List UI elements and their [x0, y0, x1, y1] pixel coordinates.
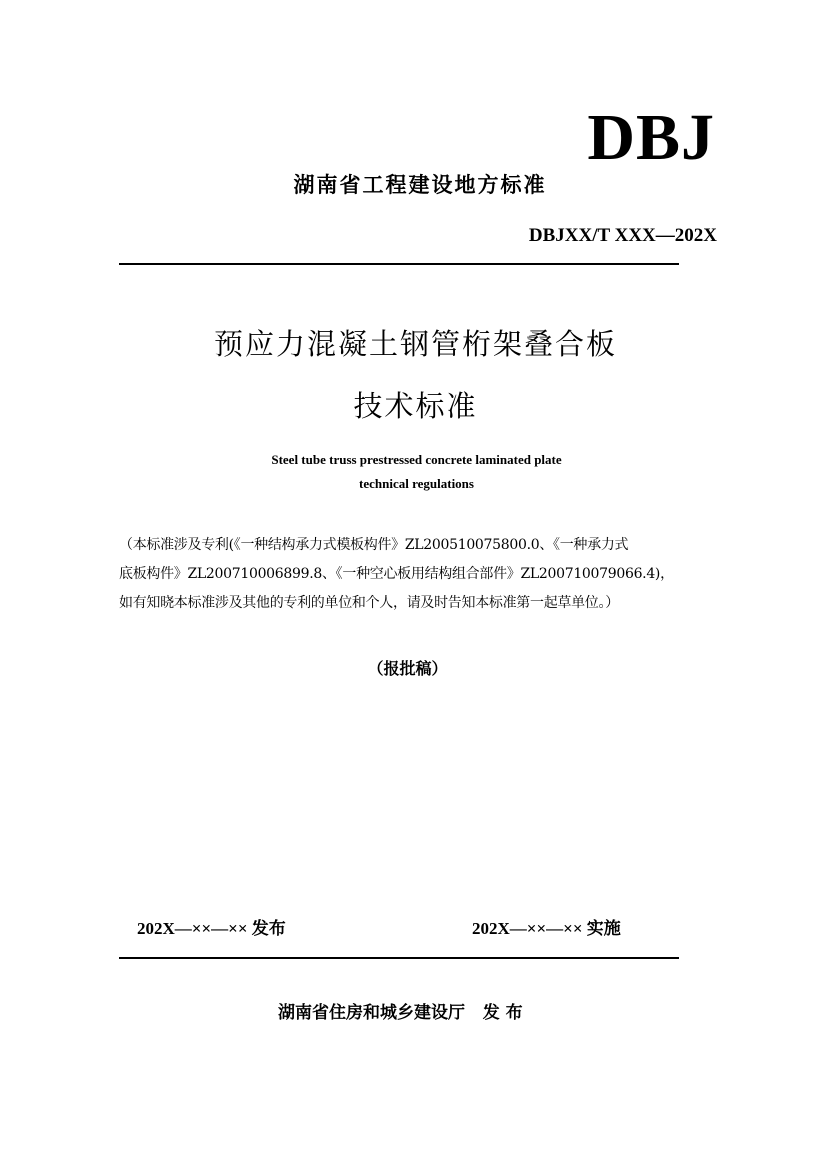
- standard-mark: DBJ: [587, 101, 715, 174]
- patent-notice-line-3: 如有知晓本标准涉及其他的专利的单位和个人，请及时告知本标准第一起草单位。）: [119, 595, 619, 611]
- issue-date: 202X—××—××: [137, 919, 248, 938]
- english-title-line-1: Steel tube truss prestressed concrete laminated plate: [271, 452, 562, 467]
- patent-notice-line-1: （本标准涉及专利(《一种结构承力式模板构件》ZL200510075800.0、《一种承力式: [119, 537, 629, 553]
- patent-notice: [119, 531, 719, 618]
- draft-status: （报批稿）: [367, 659, 448, 678]
- patent-notice-line-2: 底板构件》ZL200710006899.8、《一种空心板用结构组合部件》ZL200710079066.4)，: [119, 566, 674, 582]
- document-title-line-1: 预应力混凝土钢管桁架叠合板: [213, 327, 617, 361]
- implement-date: 202X—××—××: [472, 919, 583, 938]
- issuer-title: 湖南省工程建设地方标准: [293, 173, 547, 197]
- document-title-line-2: 技术标准: [353, 389, 478, 423]
- publishing-authority: 湖南省住房和城乡建设厅 发 布: [278, 1003, 523, 1023]
- standard-number: DBJXX/T XXX—202X: [528, 225, 717, 246]
- implement-date-line: [472, 916, 621, 942]
- issue-date-line: [137, 916, 286, 942]
- issue-label: 发布: [251, 919, 286, 939]
- english-title-line-2: technical regulations: [359, 476, 474, 491]
- top-divider: [119, 263, 679, 265]
- bottom-divider: [119, 957, 679, 959]
- implement-label: 实施: [586, 919, 621, 939]
